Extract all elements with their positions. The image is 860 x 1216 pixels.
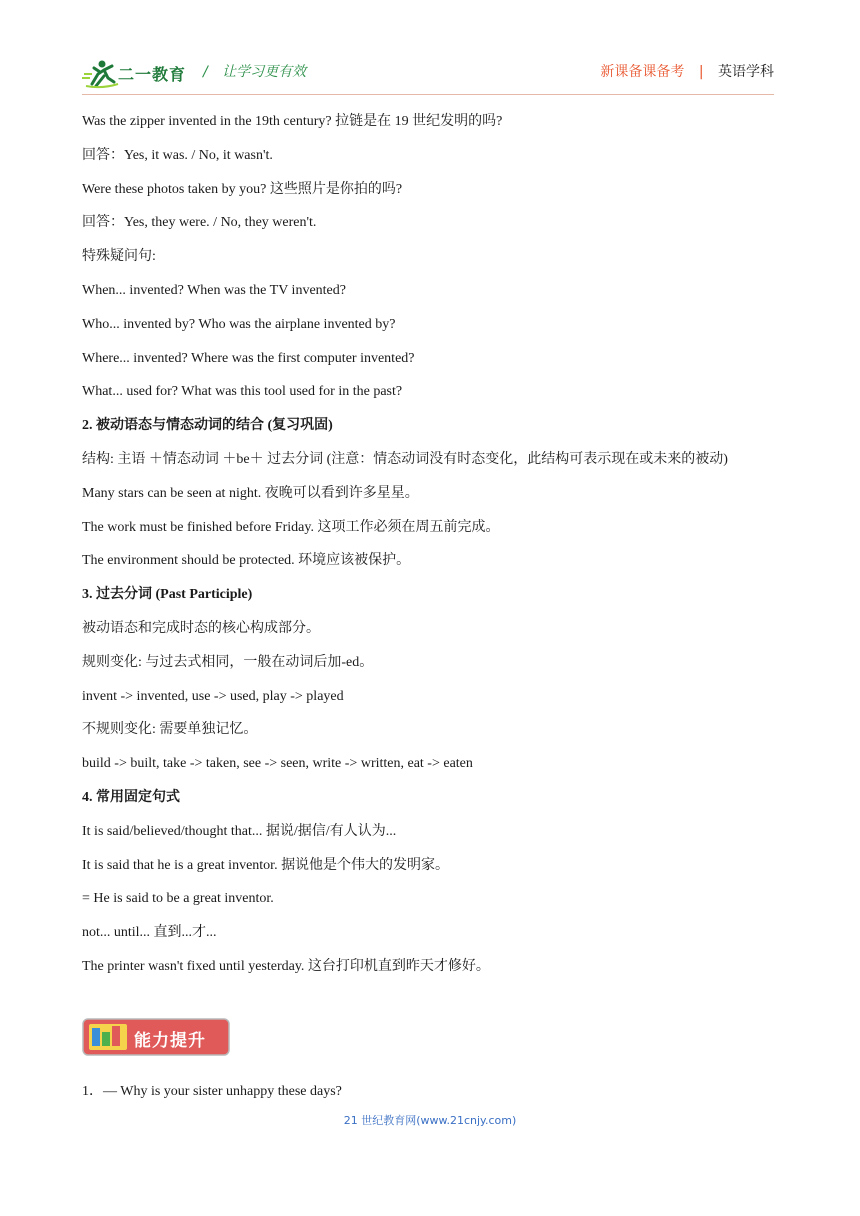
text-line: 结构: 主语 ＋情态动词 ＋be＋ 过去分词 (注意：情态动词没有时态变化，此结构可表示现在或未来的被动) — [82, 451, 728, 467]
text-line: 规则变化: 与过去式相同，一般在动词后加-ed。 — [82, 654, 374, 670]
section-heading: 3. 过去分词 (Past Participle) — [82, 587, 253, 603]
text-line: It is said that he is a great inventor. 据说他是个伟大的发明家。 — [82, 857, 450, 873]
page-header — [0, 0, 860, 100]
course-info — [600, 61, 774, 81]
text-line: build -> built, take -> taken, see -> seen, write -> written, eat -> eaten — [82, 756, 473, 772]
slogan — [203, 61, 306, 81]
text-line: Was the zipper invented in the 19th century? 拉链是在 19 世纪发明的吗? — [82, 114, 503, 129]
section-badge-label: 能力提升 — [134, 1031, 206, 1051]
page-footer: 21 世纪教育网(www.21cnjy.com) — [343, 1114, 517, 1127]
subject-label: 英语学科 — [718, 64, 774, 80]
text-line: The work must be finished before Friday. 这项工作必须在周五前完成。 — [82, 519, 500, 535]
question-1: 1．— Why is your sister unhappy these days? — [82, 1084, 342, 1099]
text-line: What... used for? What was this tool used for in the past? — [82, 384, 403, 400]
slogan-slash: / — [203, 64, 208, 80]
text-line: invent -> invented, use -> used, play -> played — [82, 688, 344, 704]
text-line: 回答：Yes, they were. / No, they weren't. — [82, 215, 317, 231]
text-line: Were these photos taken by you? 这些照片是你拍的吗? — [82, 181, 403, 197]
text-line: = He is said to be a great inventor. — [82, 891, 274, 907]
text-line: Many stars can be seen at night. 夜晚可以看到许多星星。 — [82, 485, 419, 501]
text-line: The environment should be protected. 环境应该被保护。 — [82, 553, 411, 569]
text-line: 特殊疑问句: — [82, 249, 156, 265]
text-line: It is said/believed/thought that... 据说/据信/有人认为... — [82, 823, 397, 839]
document-body — [82, 112, 782, 991]
section-heading: 2. 被动语态与情态动词的结合 (复习巩固) — [82, 418, 333, 434]
text-line: The printer wasn't fixed until yesterday. 这台打印机直到昨天才修好。 — [82, 958, 490, 974]
text-line: 回答：Yes, it was. / No, it wasn't. — [82, 147, 273, 163]
text-line: When... invented? When was the TV invented? — [82, 282, 346, 298]
text-line: 不规则变化: 需要单独记忆。 — [82, 722, 258, 738]
section-heading: 4. 常用固定句式 — [82, 789, 180, 805]
logo-text: 二一教育 — [118, 65, 187, 84]
text-line: 被动语态和完成时态的核心构成部分。 — [82, 620, 320, 636]
slogan-text: 让学习更有效 — [222, 64, 307, 80]
text-line: Where... invented? Where was the first computer invented? — [82, 350, 415, 366]
header-divider — [82, 94, 774, 95]
text-line: Who... invented by? Who was the airplane invented by? — [82, 316, 396, 332]
course-label: 新课备课备考 — [600, 64, 685, 80]
header-separator: | — [698, 64, 704, 80]
text-line: not... until... 直到...才... — [82, 925, 217, 941]
